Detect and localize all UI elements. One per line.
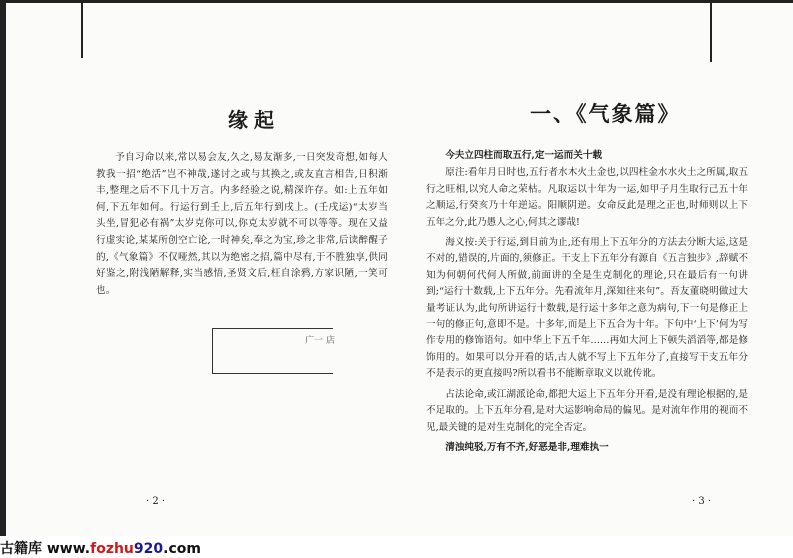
site-watermark — [0, 538, 201, 558]
original-annotation: 原注:看年月日时也,五行者水木火土金也,以四柱金水水火土之所属,取五行之旺相,以究人命之荣枯。凡取运以十年为一运,如甲子月生取行己五十年之顺运,行癸亥乃十年逆运。阳顺阴逆。女命反此是理之正也,时师则以上下五年之分,此乃愚人之心,何其之谬哉! — [426, 167, 748, 228]
section-heading: 清浊纯驳,万有不齐,好恶是非,理难执一 — [445, 441, 609, 453]
library-stamp — [212, 328, 333, 374]
watermark-bar — [0, 536, 793, 558]
right-page-body — [426, 148, 748, 457]
watermark-brand: fozhu — [90, 541, 134, 557]
right-page-number: · 3 · — [692, 496, 712, 507]
section-heading: 今夫立四柱而取五行,定一运而关十载 — [445, 150, 603, 161]
preface-paragraph: 予自习命以来,常以易会友,久之,易友渐多,一日突发奇想,如每人教我一招“绝活”岂不神哉,遂讨之或与其换之,或友直言相告,日积渐丰,整理之后不下几十万言。内多经验之说,精深许存。如:上五年如何,下五年如何。行运行到壬上,后五年行到戌上。(壬戌运)“太岁当头坐,冒犯必有祸”太岁克你可以,你克太岁就不可以等等。现在又益行虚实论,某某所创空亡论,一时神矣,奉之为宝,珍之非常,后读醉醒子的,《气象篇》不仅哑然,其以为绝密之招,篇中尽有,于不胜独享,供同好鉴之,附浅陋解释,实当感悟,圣贤文后,枉自涂鸦,方家识陋,一笑可也。 — [96, 152, 388, 296]
left-page-number: · 2 · — [146, 496, 166, 507]
commentary-paragraph: 占法论命,或江湖派论命,都把大运上下五年分开看,是没有理论根据的,是不足取的。上下五年分看,是对大运影响命局的偏见。是对流年作用的视而不见,最关键的是对生克制化的完全否定。 — [426, 388, 748, 433]
watermark-number: 920 — [133, 541, 164, 557]
watermark-site-name: 古籍库 — [0, 541, 42, 557]
left-page-body — [96, 150, 388, 299]
watermark-www: www. — [46, 541, 91, 557]
commentary-paragraph: 海义按:关于行运,到目前为止,还有用上下五年分的方法去分断大运,这是不对的,错误的,片面的,须修正。干支上下五年分有源自《五言独步》,辞赋不知为何朝何代何人所做,前面讲的全是生克制化的理论,只在最后有一句讲到;“运行十数载,上下五年分。先看流年月,深知往来句”。吾友董晓明做过大量考证认为,此句所讲运行十数载,是行运十多年之意为病句,下一句是修正上一句的修正句,意即不是。十多年,而是上下五合为十年。下句中‘上下’何为写作专用的修饰语句。如中华上下五千年……再如大河上下顿失滔滔等,都是修饰用的。如果可以分开看的话,古人就不写上下五年分了,直接写干支五年分不是表示的更直接吗?所以看书不能断章取义以讹传讹。 — [426, 237, 748, 380]
right-page — [400, 0, 793, 545]
left-page-title: 缘起 — [228, 108, 280, 132]
watermark-domain: .com — [163, 541, 201, 557]
stamp-text: 广一 店 — [305, 336, 335, 346]
left-page — [0, 0, 400, 545]
right-page-title: 一、《气象篇》 — [530, 101, 681, 126]
